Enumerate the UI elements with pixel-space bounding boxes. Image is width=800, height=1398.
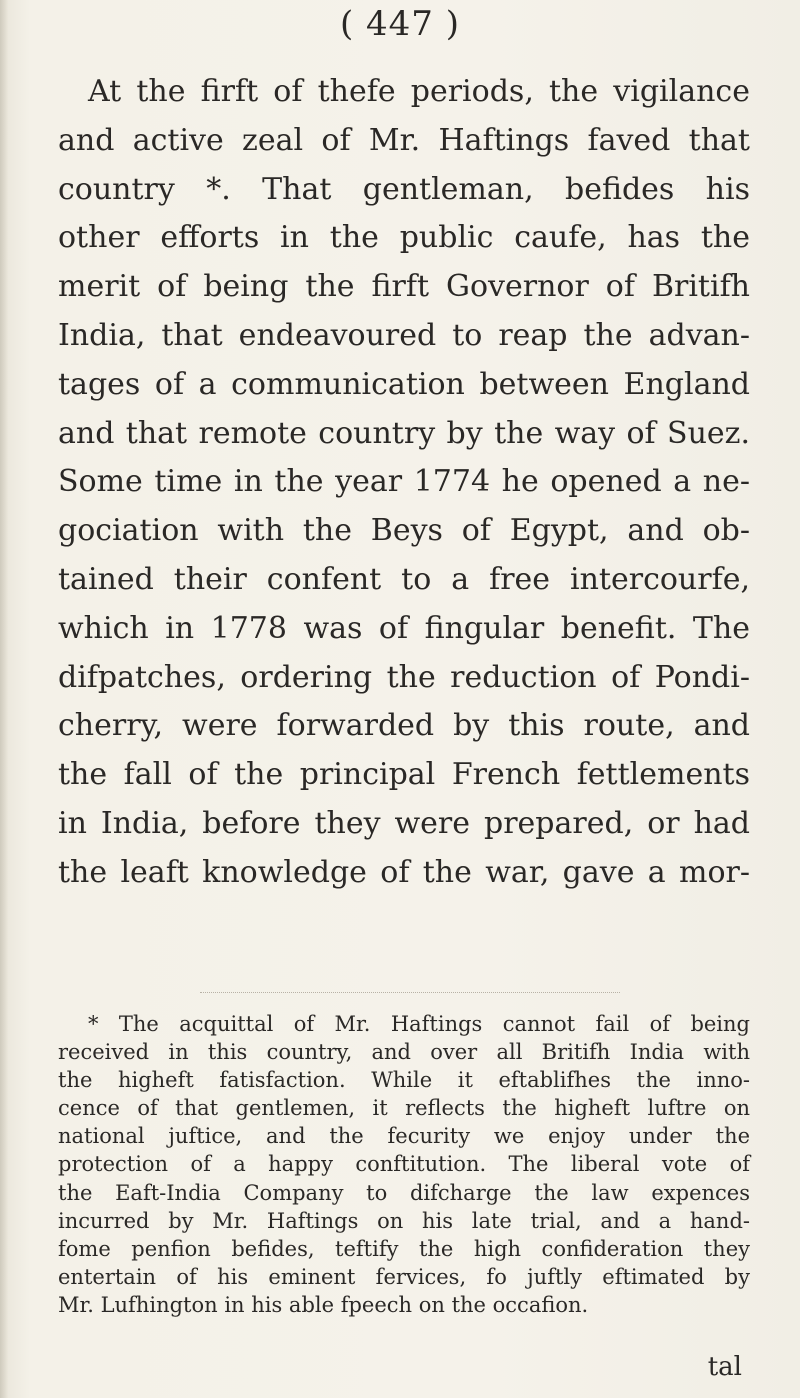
footnote-line: cence of that gentlemen, it reflects the higheft luftre on — [58, 1096, 750, 1121]
footnote-line: the Eaft-India Company to difcharge the law expences — [58, 1180, 750, 1205]
catchword: tal — [707, 1352, 742, 1382]
footnote-line: protection of a happy conftitution. The liberal vote of — [58, 1152, 750, 1177]
text-line: in India, before they were prepared, or had — [58, 805, 750, 841]
text-line: the fall of the principal French fettlements — [58, 757, 750, 793]
text-line: the leaft knowledge of the war, gave a mor- — [58, 854, 750, 890]
text-line: and active zeal of Mr. Haftings faved that — [58, 122, 750, 158]
text-line: country *. That gentleman, befides his — [58, 171, 750, 207]
text-line: Some time in the year 1774 he opened a ne- — [58, 464, 750, 500]
footnote-line: * The acquittal of Mr. Haftings cannot fail of being — [88, 1012, 750, 1036]
page-binding-edge — [0, 0, 8, 1398]
footnote-line: incurred by Mr. Haftings on his late trial, and a hand- — [58, 1208, 750, 1233]
text-line: India, that endeavoured to reap the advan- — [58, 317, 750, 353]
text-line: which in 1778 was of fingular benefit. The — [58, 610, 750, 646]
text-line: merit of being the firft Governor of Britifh — [58, 269, 750, 305]
footnote-line: entertain of his eminent fervices, fo juftly eftimated by — [58, 1264, 750, 1289]
main-text — [58, 68, 750, 898]
text-line: and that remote country by the way of Suez. — [58, 415, 750, 451]
text-line: gociation with the Beys of Egypt, and ob- — [58, 513, 750, 549]
text-line: At the firft of thefe periods, the vigilance — [88, 74, 750, 109]
text-line: tained their confent to a free intercourfe, — [58, 561, 750, 597]
page-number: ( 447 ) — [339, 4, 461, 44]
footnote-line: national juftice, and the fecurity we enjoy under the — [58, 1124, 750, 1149]
footnote-line: Mr. Lufhington in his able fpeech on the occafion. — [58, 1292, 589, 1317]
footnote-line: the higheft fatisfaction. While it eftablifhes the inno- — [58, 1068, 750, 1093]
text-line: other efforts in the public caufe, has the — [58, 220, 750, 256]
footnote-line: received in this country, and over all Britifh India with — [58, 1040, 750, 1065]
footnote-line: fome penfion befides, teftify the high confideration they — [58, 1236, 750, 1261]
footnote — [58, 1010, 750, 1319]
text-line: cherry, were forwarded by this route, and — [58, 708, 750, 744]
text-line: tages of a communication between England — [58, 366, 750, 402]
footnote-divider — [200, 992, 620, 993]
text-line: difpatches, ordering the reduction of Pondi- — [58, 659, 750, 695]
